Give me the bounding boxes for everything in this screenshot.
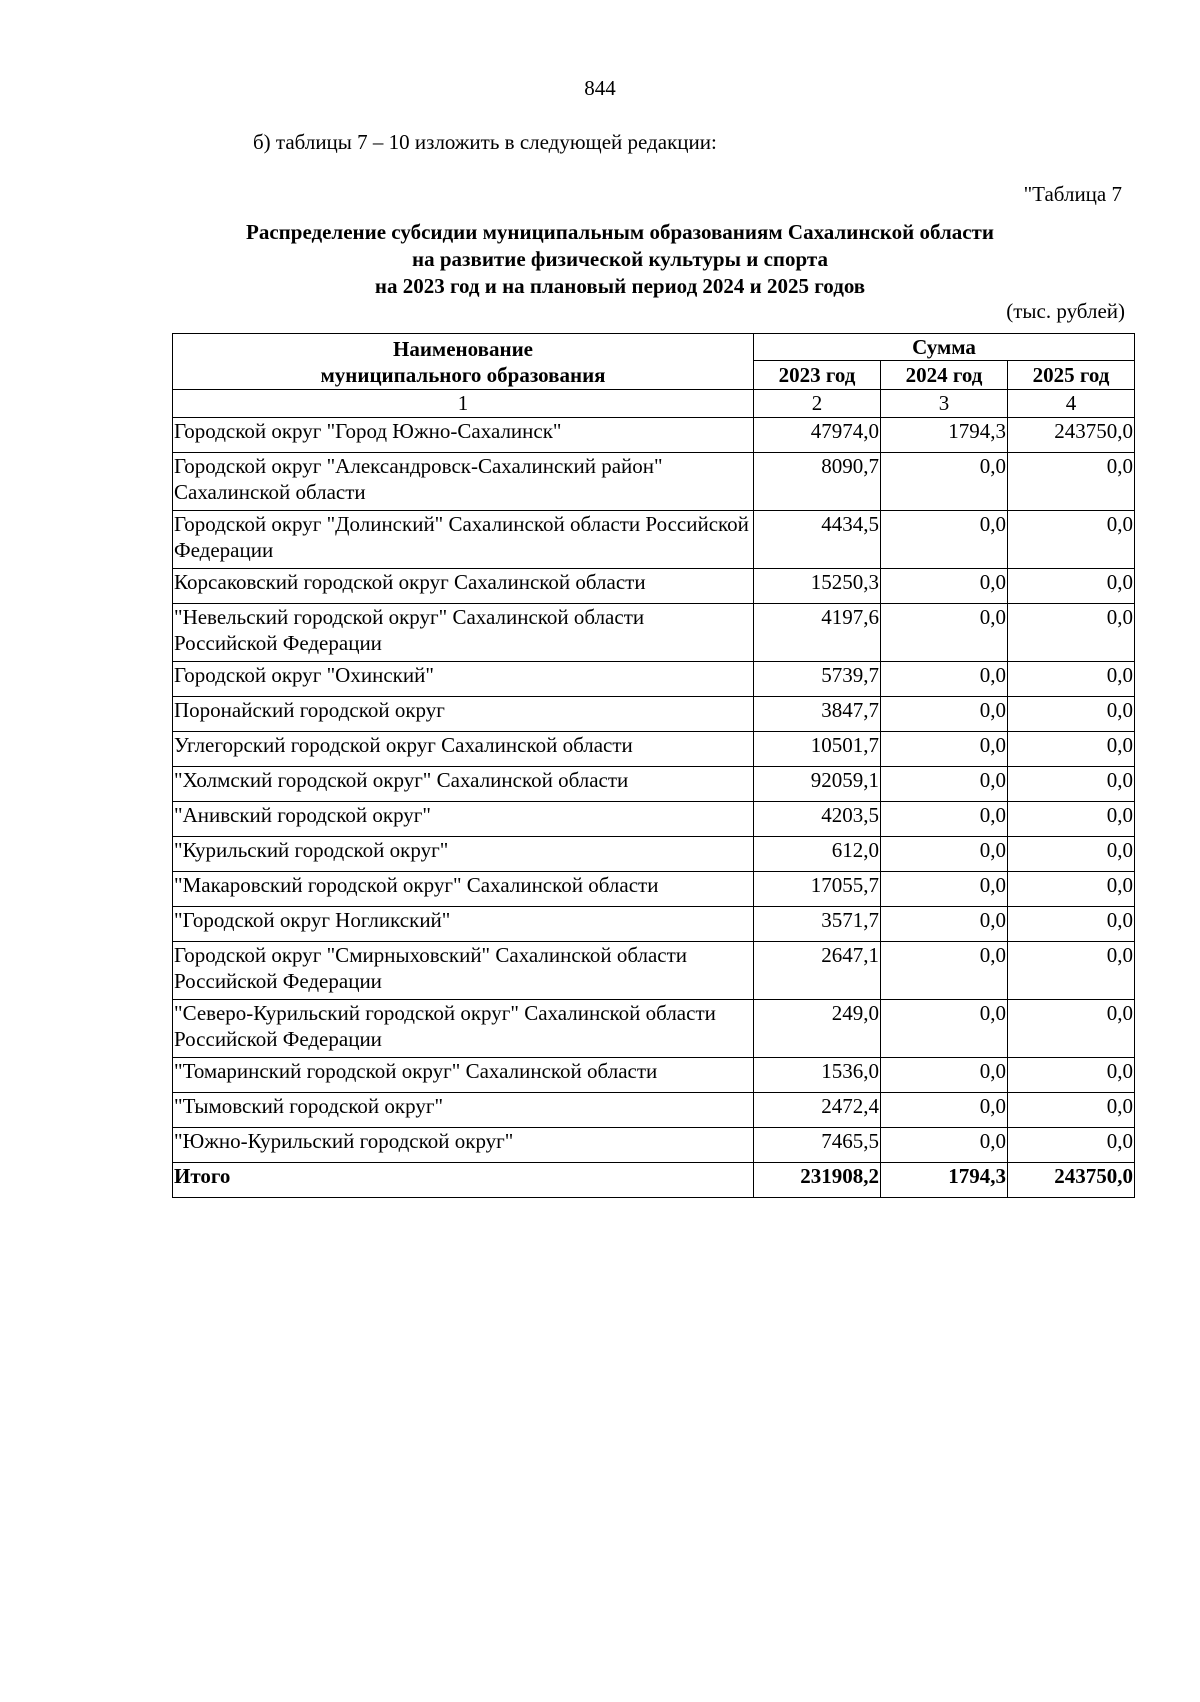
value-2023: 3847,7 bbox=[754, 697, 881, 732]
value-2024: 0,0 bbox=[881, 453, 1008, 511]
value-2024: 0,0 bbox=[881, 837, 1008, 872]
table-row bbox=[173, 1000, 1135, 1058]
value-2023: 5739,7 bbox=[754, 662, 881, 697]
table-row bbox=[173, 697, 1135, 732]
header-year-2025: 2025 год bbox=[1008, 361, 1135, 390]
table-reference: "Таблица 7 bbox=[1023, 182, 1122, 206]
table-row bbox=[173, 732, 1135, 767]
table-row bbox=[173, 837, 1135, 872]
value-2024: 0,0 bbox=[881, 907, 1008, 942]
value-2025: 0,0 bbox=[1008, 872, 1135, 907]
value-2023: 1536,0 bbox=[754, 1058, 881, 1093]
value-2025: 0,0 bbox=[1008, 837, 1135, 872]
value-2023: 2472,4 bbox=[754, 1093, 881, 1128]
value-2024: 0,0 bbox=[881, 732, 1008, 767]
value-2025: 243750,0 bbox=[1008, 418, 1135, 453]
value-2025: 0,0 bbox=[1008, 569, 1135, 604]
page-number: 844 bbox=[584, 76, 616, 100]
value-2024: 0,0 bbox=[881, 802, 1008, 837]
value-2024: 0,0 bbox=[881, 662, 1008, 697]
total-2025: 243750,0 bbox=[1008, 1163, 1135, 1198]
value-2023: 15250,3 bbox=[754, 569, 881, 604]
municipality-name: Корсаковский городской округ Сахалинской области bbox=[173, 569, 754, 604]
municipality-name: "Макаровский городской округ" Сахалинской области bbox=[173, 872, 754, 907]
value-2024: 0,0 bbox=[881, 1128, 1008, 1163]
municipality-name: "Невельский городской округ" Сахалинской области Российской Федерации bbox=[173, 604, 754, 662]
table-row bbox=[173, 569, 1135, 604]
table-row bbox=[173, 1058, 1135, 1093]
value-2023: 3571,7 bbox=[754, 907, 881, 942]
subsidy-table bbox=[172, 333, 1135, 1198]
value-2023: 4197,6 bbox=[754, 604, 881, 662]
header-year-2023: 2023 год bbox=[754, 361, 881, 390]
value-2023: 7465,5 bbox=[754, 1128, 881, 1163]
value-2024: 0,0 bbox=[881, 1000, 1008, 1058]
value-2025: 0,0 bbox=[1008, 907, 1135, 942]
value-2024: 0,0 bbox=[881, 604, 1008, 662]
value-2025: 0,0 bbox=[1008, 732, 1135, 767]
municipality-name: "Северо-Курильский городской округ" Сахалинской области Российской Федерации bbox=[173, 1000, 754, 1058]
total-2023: 231908,2 bbox=[754, 1163, 881, 1198]
municipality-name: "Анивский городской округ" bbox=[173, 802, 754, 837]
value-2025: 0,0 bbox=[1008, 1093, 1135, 1128]
value-2025: 0,0 bbox=[1008, 662, 1135, 697]
table-row bbox=[173, 418, 1135, 453]
municipality-name: "Холмский городской округ" Сахалинской области bbox=[173, 767, 754, 802]
value-2023: 92059,1 bbox=[754, 767, 881, 802]
title-line: Распределение субсидии муниципальным образованиям Сахалинской области bbox=[246, 220, 994, 244]
total-row bbox=[173, 1163, 1135, 1198]
table-row bbox=[173, 1128, 1135, 1163]
column-number: 4 bbox=[1008, 390, 1135, 418]
value-2025: 0,0 bbox=[1008, 942, 1135, 1000]
header-name-line1: Наименование bbox=[393, 336, 533, 361]
header-sum: Сумма bbox=[754, 334, 1135, 361]
value-2023: 10501,7 bbox=[754, 732, 881, 767]
value-2025: 0,0 bbox=[1008, 1058, 1135, 1093]
value-2024: 0,0 bbox=[881, 511, 1008, 569]
value-2023: 4434,5 bbox=[754, 511, 881, 569]
value-2024: 0,0 bbox=[881, 767, 1008, 802]
header-year-2024: 2024 год bbox=[881, 361, 1008, 390]
value-2023: 17055,7 bbox=[754, 872, 881, 907]
municipality-name: Углегорский городской округ Сахалинской области bbox=[173, 732, 754, 767]
value-2025: 0,0 bbox=[1008, 453, 1135, 511]
value-2023: 249,0 bbox=[754, 1000, 881, 1058]
table-row bbox=[173, 872, 1135, 907]
value-2024: 0,0 bbox=[881, 569, 1008, 604]
value-2025: 0,0 bbox=[1008, 511, 1135, 569]
municipality-name: "Томаринский городской округ" Сахалинской области bbox=[173, 1058, 754, 1093]
municipality-name: Городской округ "Смирныховский" Сахалинской области Российской Федерации bbox=[173, 942, 754, 1000]
value-2024: 0,0 bbox=[881, 697, 1008, 732]
column-number: 2 bbox=[754, 390, 881, 418]
table-row bbox=[173, 907, 1135, 942]
total-2024: 1794,3 bbox=[881, 1163, 1008, 1198]
column-number: 3 bbox=[881, 390, 1008, 418]
table-row bbox=[173, 767, 1135, 802]
table-row bbox=[173, 1093, 1135, 1128]
municipality-name: Городской округ "Город Южно-Сахалинск" bbox=[173, 418, 754, 453]
value-2024: 1794,3 bbox=[881, 418, 1008, 453]
value-2024: 0,0 bbox=[881, 1058, 1008, 1093]
municipality-name: Поронайский городской округ bbox=[173, 697, 754, 732]
title-line: на 2023 год и на плановый период 2024 и 2025 годов bbox=[374, 274, 866, 298]
value-2025: 0,0 bbox=[1008, 767, 1135, 802]
value-2025: 0,0 bbox=[1008, 1128, 1135, 1163]
header-name-line2: муниципального образования bbox=[320, 362, 606, 387]
municipality-name: Городской округ "Охинский" bbox=[173, 662, 754, 697]
municipality-name: "Курильский городской округ" bbox=[173, 837, 754, 872]
total-label: Итого bbox=[173, 1163, 754, 1198]
value-2025: 0,0 bbox=[1008, 1000, 1135, 1058]
municipality-name: "Тымовский городской округ" bbox=[173, 1093, 754, 1128]
header-name bbox=[173, 334, 754, 390]
value-2023: 8090,7 bbox=[754, 453, 881, 511]
value-2024: 0,0 bbox=[881, 1093, 1008, 1128]
value-2025: 0,0 bbox=[1008, 604, 1135, 662]
value-2025: 0,0 bbox=[1008, 697, 1135, 732]
table-row bbox=[173, 453, 1135, 511]
municipality-name: "Южно-Курильский городской округ" bbox=[173, 1128, 754, 1163]
value-2023: 47974,0 bbox=[754, 418, 881, 453]
table-row bbox=[173, 604, 1135, 662]
column-number: 1 bbox=[173, 390, 754, 418]
title-line: на развитие физической культуры и спорта bbox=[412, 247, 828, 271]
table-row bbox=[173, 662, 1135, 697]
value-2024: 0,0 bbox=[881, 872, 1008, 907]
table-title bbox=[120, 219, 1120, 300]
intro-text: б) таблицы 7 – 10 изложить в следующей редакции: bbox=[253, 130, 717, 154]
value-2025: 0,0 bbox=[1008, 802, 1135, 837]
municipality-name: Городской округ "Долинский" Сахалинской области Российской Федерации bbox=[173, 511, 754, 569]
table-row bbox=[173, 942, 1135, 1000]
units-label: (тыс. рублей) bbox=[1006, 299, 1125, 323]
table-row bbox=[173, 511, 1135, 569]
value-2023: 612,0 bbox=[754, 837, 881, 872]
value-2024: 0,0 bbox=[881, 942, 1008, 1000]
table-row bbox=[173, 802, 1135, 837]
municipality-name: Городской округ "Александровск-Сахалинский район" Сахалинской области bbox=[173, 453, 754, 511]
value-2023: 2647,1 bbox=[754, 942, 881, 1000]
value-2023: 4203,5 bbox=[754, 802, 881, 837]
municipality-name: "Городской округ Ногликский" bbox=[173, 907, 754, 942]
